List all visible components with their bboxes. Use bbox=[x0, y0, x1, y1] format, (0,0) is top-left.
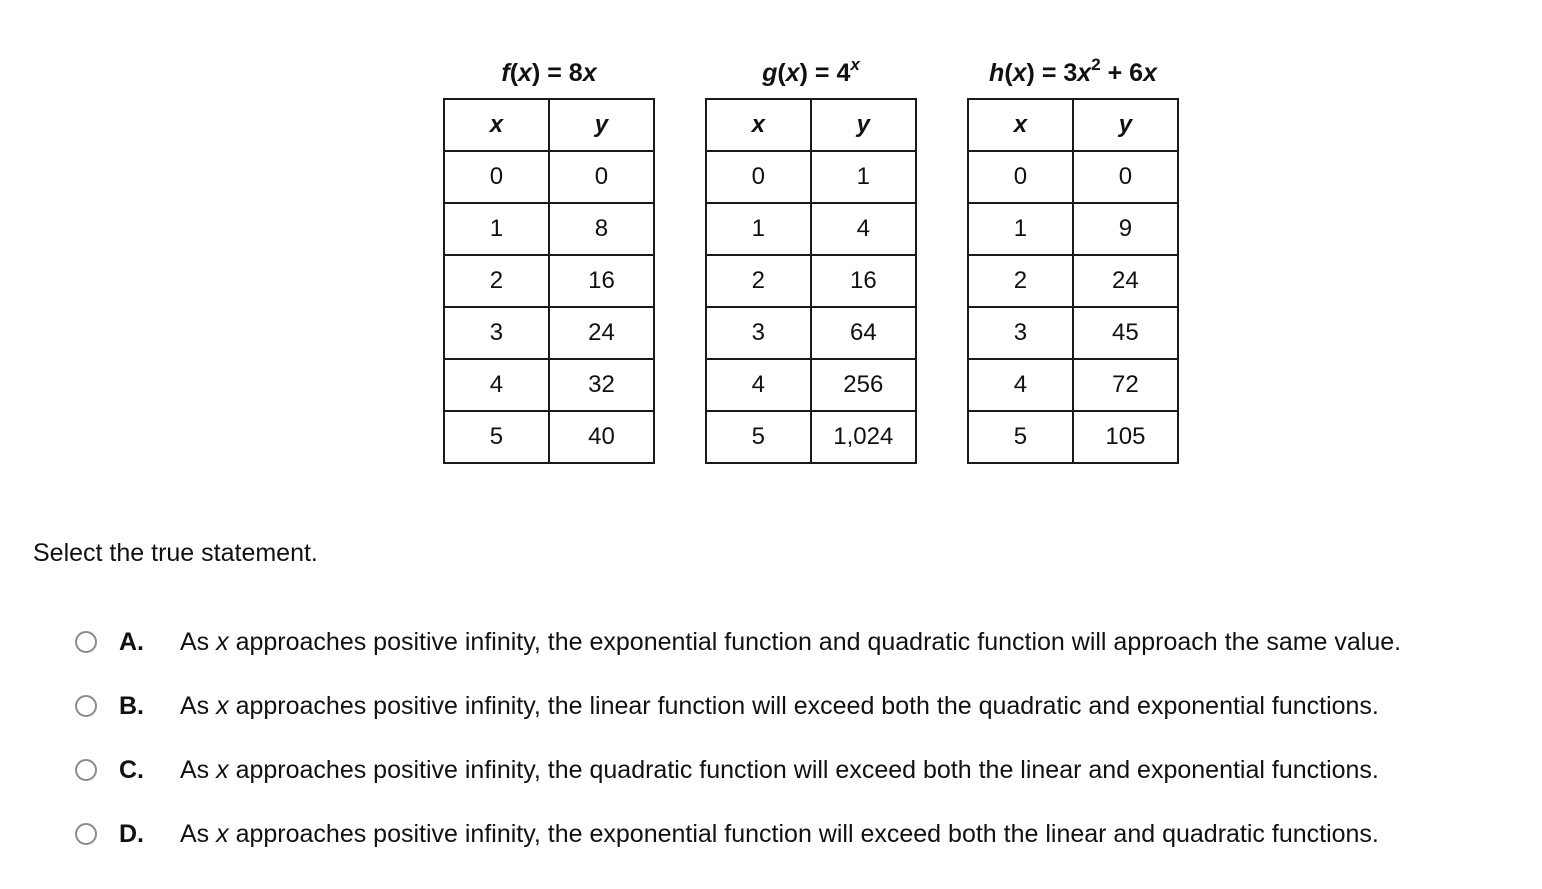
table-row bbox=[444, 255, 654, 307]
table-h bbox=[967, 52, 1179, 464]
cell-y: 32 bbox=[549, 359, 654, 411]
cell-y: 8 bbox=[549, 203, 654, 255]
option-letter: B. bbox=[119, 691, 144, 720]
cell-x: 4 bbox=[968, 359, 1073, 411]
radio-button-a[interactable] bbox=[75, 631, 97, 653]
cell-y: 4 bbox=[811, 203, 916, 255]
table-f bbox=[443, 52, 655, 464]
answer-option-b[interactable] bbox=[75, 686, 1379, 726]
cell-y: 24 bbox=[1073, 255, 1178, 307]
cell-y: 16 bbox=[811, 255, 916, 307]
table-header-row bbox=[706, 99, 916, 151]
radio-button-d[interactable] bbox=[75, 823, 97, 845]
table-title-g: $g(x) = 4^x$ bbox=[762, 54, 860, 87]
option-text: As x approaches positive infinity, the exponential function and quadratic function will approach the same value. bbox=[180, 627, 1402, 656]
table-row bbox=[706, 411, 916, 463]
table-title-f: f(x) = 8x bbox=[501, 59, 597, 87]
cell-x: 0 bbox=[706, 151, 811, 203]
cell-x: 0 bbox=[444, 151, 549, 203]
cell-y: 24 bbox=[549, 307, 654, 359]
cell-y: 16 bbox=[549, 255, 654, 307]
option-text: As x approaches positive infinity, the exponential function will exceed both the linear and quadratic functions. bbox=[180, 819, 1379, 848]
cell-x: 3 bbox=[968, 307, 1073, 359]
table-row bbox=[444, 151, 654, 203]
column-header-y: y bbox=[1073, 99, 1178, 151]
table-row bbox=[968, 203, 1178, 255]
radio-button-c[interactable] bbox=[75, 759, 97, 781]
question-prompt: Select the true statement. bbox=[33, 539, 318, 567]
values-table-h bbox=[967, 98, 1179, 464]
column-header-x: x bbox=[706, 99, 811, 151]
cell-y: 1,024 bbox=[811, 411, 916, 463]
column-header-y: y bbox=[549, 99, 654, 151]
table-row bbox=[968, 359, 1178, 411]
answer-option-c[interactable] bbox=[75, 750, 1379, 790]
option-text: As x approaches positive infinity, the linear function will exceed both the quadratic and exponential functions. bbox=[180, 691, 1379, 720]
table-g bbox=[705, 52, 917, 464]
table-row bbox=[706, 151, 916, 203]
table-row bbox=[444, 203, 654, 255]
cell-y: 40 bbox=[549, 411, 654, 463]
table-row bbox=[444, 411, 654, 463]
cell-x: 2 bbox=[444, 255, 549, 307]
cell-x: 3 bbox=[706, 307, 811, 359]
table-row bbox=[706, 203, 916, 255]
radio-button-b[interactable] bbox=[75, 695, 97, 717]
cell-x: 2 bbox=[706, 255, 811, 307]
cell-x: 1 bbox=[444, 203, 549, 255]
table-row bbox=[968, 255, 1178, 307]
table-header-row bbox=[968, 99, 1178, 151]
table-row bbox=[968, 307, 1178, 359]
cell-x: 4 bbox=[706, 359, 811, 411]
cell-x: 0 bbox=[968, 151, 1073, 203]
column-header-x: x bbox=[968, 99, 1073, 151]
cell-x: 1 bbox=[968, 203, 1073, 255]
values-table-g bbox=[705, 98, 917, 464]
cell-x: 5 bbox=[444, 411, 549, 463]
option-letter: D. bbox=[119, 819, 144, 848]
table-row bbox=[968, 151, 1178, 203]
cell-x: 1 bbox=[706, 203, 811, 255]
option-text: As x approaches positive infinity, the quadratic function will exceed both the linear and exponential functions. bbox=[180, 755, 1379, 784]
column-header-y: y bbox=[811, 99, 916, 151]
cell-y: 0 bbox=[549, 151, 654, 203]
option-letter: C. bbox=[119, 755, 144, 784]
cell-x: 3 bbox=[444, 307, 549, 359]
cell-x: 5 bbox=[968, 411, 1073, 463]
table-row bbox=[444, 359, 654, 411]
cell-y: 9 bbox=[1073, 203, 1178, 255]
cell-y: 0 bbox=[1073, 151, 1178, 203]
table-row bbox=[706, 359, 916, 411]
cell-x: 2 bbox=[968, 255, 1073, 307]
cell-y: 45 bbox=[1073, 307, 1178, 359]
cell-y: 105 bbox=[1073, 411, 1178, 463]
table-row bbox=[968, 411, 1178, 463]
cell-y: 72 bbox=[1073, 359, 1178, 411]
values-table-f bbox=[443, 98, 655, 464]
cell-y: 1 bbox=[811, 151, 916, 203]
answer-option-d[interactable] bbox=[75, 814, 1379, 854]
cell-y: 256 bbox=[811, 359, 916, 411]
option-letter: A. bbox=[119, 627, 144, 656]
cell-y: 64 bbox=[811, 307, 916, 359]
answer-option-a[interactable] bbox=[75, 622, 1401, 662]
table-header-row bbox=[444, 99, 654, 151]
table-title-h: $h(x) = 3x^2 + 6x$ bbox=[989, 54, 1157, 87]
cell-x: 5 bbox=[706, 411, 811, 463]
column-header-x: x bbox=[444, 99, 549, 151]
table-row bbox=[706, 255, 916, 307]
table-row bbox=[444, 307, 654, 359]
cell-x: 4 bbox=[444, 359, 549, 411]
table-row bbox=[706, 307, 916, 359]
